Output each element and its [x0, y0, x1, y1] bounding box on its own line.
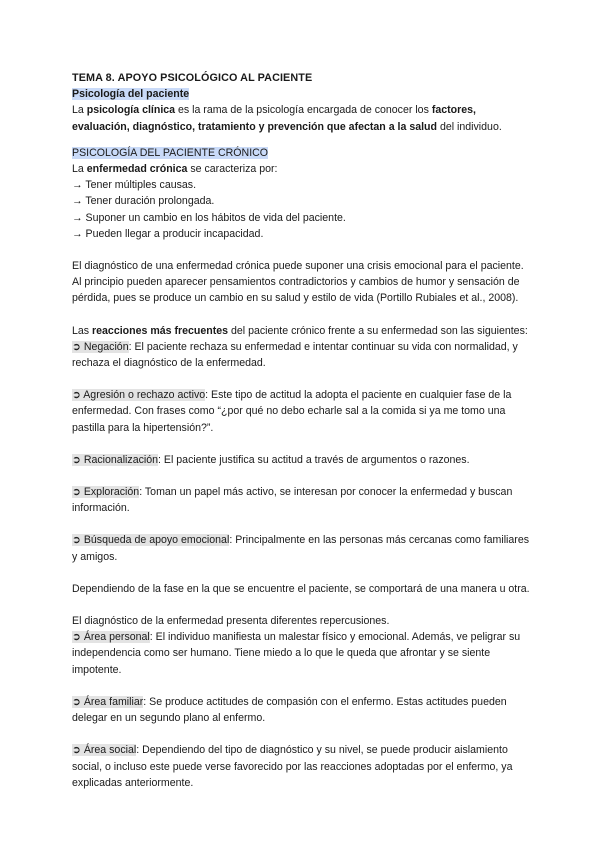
area-item-personal [72, 629, 532, 678]
reaction-text: : Principalmente en las personas más cercanas como familiares y amigos. [72, 534, 530, 563]
bold-term: psicología clínica [86, 104, 176, 117]
text-run: se caracteriza por: [187, 163, 278, 176]
area-item-familiar [72, 694, 532, 726]
chronic-intro [72, 161, 532, 177]
reaction-label: ➲ Exploración [72, 486, 140, 499]
list-item: → Tener múltiples causas. [72, 179, 197, 192]
heading-text: PSICOLOGÍA DEL PACIENTE CRÓNICO [72, 146, 269, 159]
area-label: ➲ Área familiar [72, 695, 144, 708]
bold-term: reacciones más frecuentes [92, 324, 229, 337]
repercussions-intro: El diagnóstico de la enfermedad presenta diferentes repercusiones. [72, 615, 390, 628]
text-run: del individuo. [437, 120, 502, 133]
reaction-text: : Toman un papel más activo, se interesan por conocer la enfermedad y buscan información. [72, 486, 513, 515]
section-heading-psicologia-paciente [72, 86, 532, 102]
area-label: ➲ Área social [72, 744, 137, 757]
area-label: ➲ Área personal [72, 631, 150, 644]
reaction-item-negacion [72, 339, 532, 371]
document-page [72, 70, 532, 791]
heading-text: Psicología del paciente [72, 88, 190, 101]
definition-paragraph [72, 102, 532, 134]
area-text: : Se produce actitudes de compasión con el enfermo. Estas actitudes pueden delegar en un segundo plano al enfermo. [72, 695, 507, 725]
text-run: del paciente crónico frente a su enfermedad son las siguientes: [228, 324, 528, 337]
list-item: → Tener duración prolongada. [72, 195, 215, 208]
text-run: Las [72, 324, 93, 337]
area-item-social [72, 742, 532, 791]
reaction-text: : Este tipo de actitud la adopta el paciente en cualquier fase de la enfermedad. Con frases como “¿por qué no debo echarle sal a la comida si ya me tomo una pastilla para la hipertensión?”. [72, 389, 512, 434]
bold-term: enfermedad crónica [86, 163, 188, 176]
bold-term: factores, evaluación, diagnóstico, tratamiento y prevención que afectan a la salud [72, 104, 476, 133]
reaction-item-apoyo [72, 532, 532, 564]
reaction-label: ➲ Negación [72, 340, 129, 353]
list-item: → Suponer un cambio en los hábitos de vida del paciente. [72, 211, 346, 224]
reaction-item-racionalizacion [72, 452, 532, 468]
text-run: La [72, 163, 87, 176]
text-run: La [72, 104, 87, 117]
reaction-label: ➲ Racionalización [72, 453, 159, 466]
section-heading-cronico [72, 145, 532, 161]
phase-paragraph: Dependiendo de la fase en la que se encuentre el paciente, se comportará de una manera u otra. [72, 582, 530, 595]
reaction-item-exploracion [72, 484, 532, 516]
reaction-text: : El paciente rechaza su enfermedad e intentar continuar su vida con normalidad, y rechaza el diagnóstico de la enfermedad. [72, 340, 518, 370]
reactions-intro [72, 323, 532, 339]
reaction-label: ➲ Agresión o rechazo activo [72, 389, 206, 402]
page-title: TEMA 8. APOYO PSICOLÓGICO AL PACIENTE [72, 72, 313, 84]
reaction-item-agresion [72, 387, 532, 436]
reaction-label: ➲ Búsqueda de apoyo emocional [72, 534, 230, 547]
area-text: : Dependiendo del tipo de diagnóstico y su nivel, se puede producir aislamiento social, o incluso este puede verse favorecido por las reacciones adoptadas por el enfermo, ya explicadas anteriormente. [72, 744, 513, 789]
reaction-text: : El paciente justifica su actitud a través de argumentos o razones. [158, 453, 470, 466]
text-run: es la rama de la psicología encargada de conocer los [175, 104, 432, 117]
list-item: → Pueden llegar a producir incapacidad. [72, 227, 264, 240]
diagnosis-paragraph: El diagnóstico de una enfermedad crónica puede suponer una crisis emocional para el paciente. Al principio pueden aparecer pensamientos contradictorios y cambios de humor y sensación de pérdida, pues se produce un cambio en su salud y estilo de vida (Portillo Rubiales et al., 2008). [72, 260, 524, 305]
area-text: : El individuo manifiesta un malestar físico y emocional. Además, ve peligrar su independencia como ser humano. Tiene miedo a lo que le queda que afrontar y se siente impotente. [72, 631, 521, 676]
